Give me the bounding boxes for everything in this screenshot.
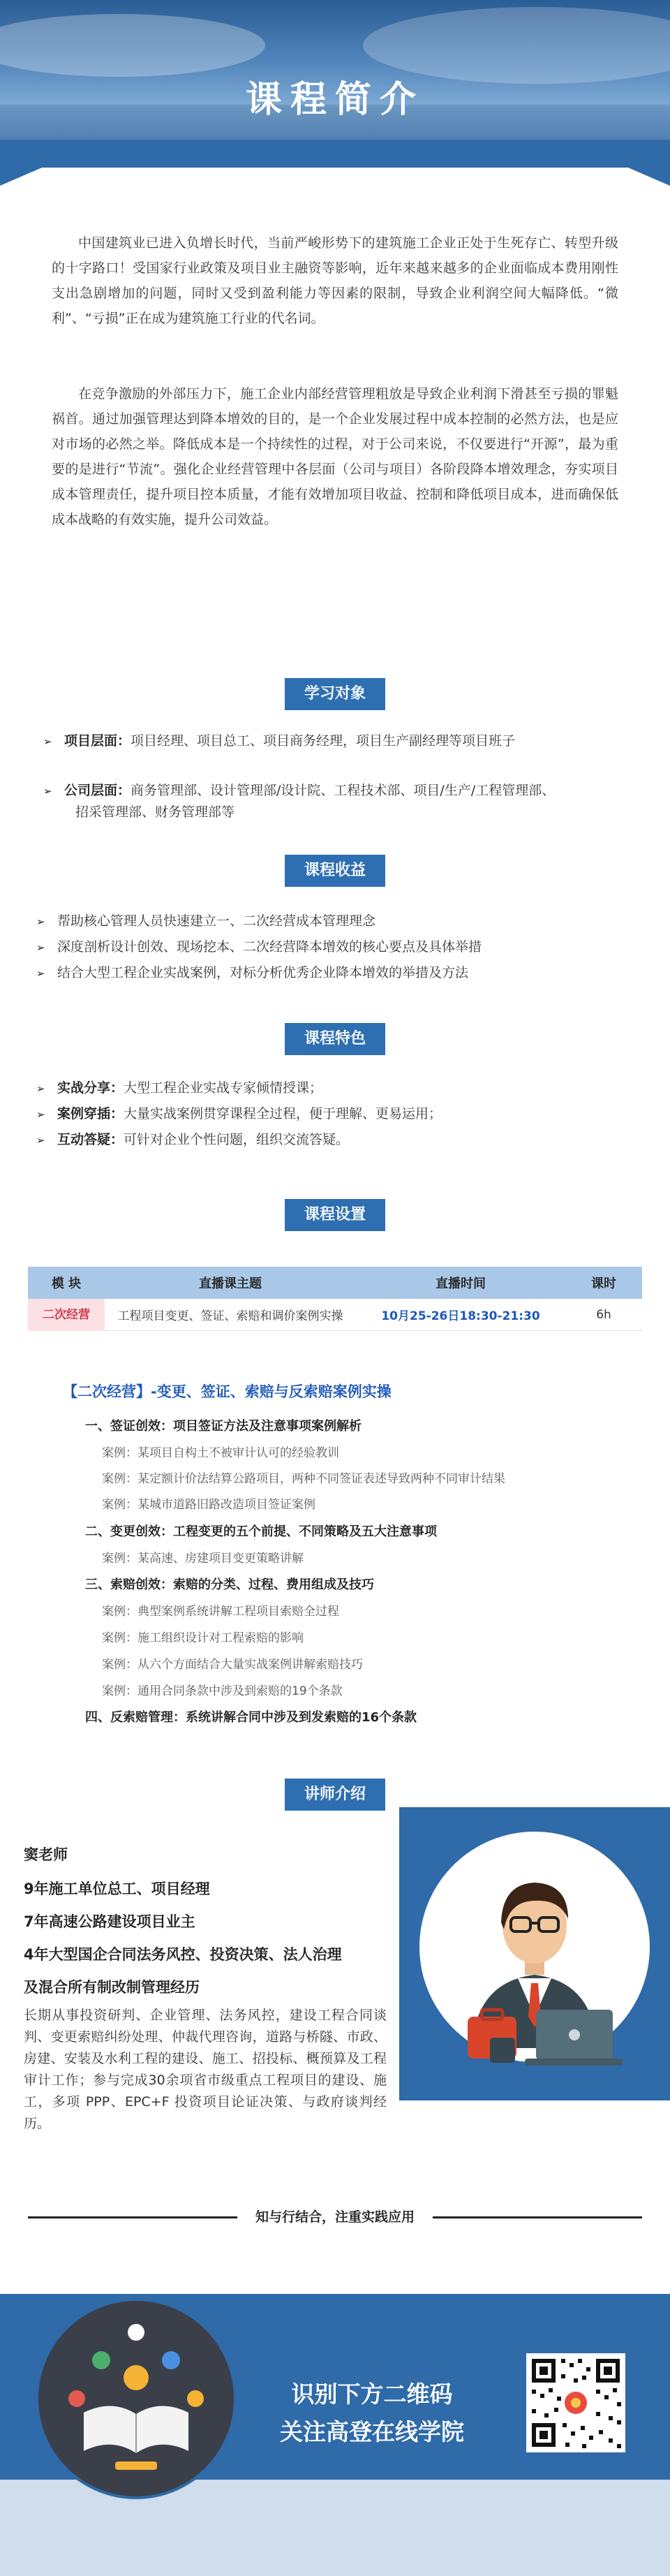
section-title-audience: 学习对象 [285,678,385,710]
outline-line: 案例：通用合同条款中涉及到索赔的19个条款 [102,1684,343,1698]
audience-label: 项目层面： [64,733,131,749]
section-title-features: 课程特色 [285,1023,385,1055]
audience-label: 公司层面： [64,783,131,798]
outline-line: 案例：某定额计价法结算公路项目，两种不同签证表述导致两种不同审计结果 [102,1472,505,1486]
outline-line: 案例：某项目自构土不被审计认可的经验教训 [102,1446,339,1460]
feature-text: 大量实战案例贯穿课程全过程，便于理解、更易运用； [124,1106,442,1121]
feature-text: 大型工程企业实战专家倾情授课； [124,1080,323,1096]
table-header-cell: 模 块 [51,1276,82,1291]
audience-text: 商务管理部、设计管理部/设计院、工程技术部、项目/生产/工程管理部、 [131,783,556,798]
table-cell-hours: 6h [596,1307,611,1322]
benefit-text: 结合大型工程企业实战案例，对标分析优秀企业降本增效的举措及方法 [57,965,469,980]
audience-item [43,730,643,753]
arrow-bullet-icon: ➢ [36,941,45,954]
teacher-name: 窦老师 [24,1846,68,1863]
benefit-item [36,962,636,985]
intro-paragraph-1: 中国建筑业已进入负增长时代，当前严峻形势下的建筑施工企业正处于生死存亡、转型升级的十字路口！受国家行业政策及项目业主融资等影响，近年来越来越多的企业面临成本费用刚性支出急剧增加的问题，同时又受到盈利能力等因素的限制，导致企业利润空间大幅降低。“微利”、“亏损”正在成为建筑施工行业的代名词。 [52,235,618,326]
outline-line: 案例：典型案例系统讲解工程项目索赔全过程 [102,1605,339,1619]
table-cell-time: 10月25-26日18:30-21:30 [381,1309,540,1323]
outline-heading: 【二次经营】-变更、签证、索赔与反索赔案例实操 [63,1383,392,1400]
outline-line: 案例：某高速、房建项目变更策略讲解 [102,1552,304,1566]
audience-text: 项目经理、项目总工、项目商务经理，项目生产副经理等项目班子 [131,733,516,749]
arrow-bullet-icon: ➢ [43,785,52,797]
schedule-table [28,1267,642,1331]
section-title-schedule: 课程设置 [285,1199,385,1231]
table-header-cell: 课时 [591,1276,616,1291]
arrow-bullet-icon: ➢ [36,1108,45,1121]
feature-item [36,1077,636,1100]
hero-banner [0,0,670,168]
teacher-credential: 及混合所有制改制管理经历 [24,1979,200,1996]
outline-line: 案例：从六个方面结合大量实战案例讲解索赔技巧 [102,1658,363,1672]
outline-line: 三、索赔创效：索赔的分类、过程、费用组成及技巧 [85,1577,374,1592]
table-cell-module: 二次经营 [28,1299,105,1331]
cta-line-1: 识别下方二维码 [291,2380,453,2408]
arrow-bullet-icon: ➢ [36,915,45,928]
qr-code[interactable] [526,2353,625,2452]
arrow-bullet-icon: ➢ [36,1082,45,1095]
table-header-cell: 直播课主题 [199,1276,262,1291]
page-title: 课程简介 [245,79,424,121]
feature-label: 实战分享： [57,1080,124,1096]
table-row [28,1299,642,1331]
table-header-row [28,1267,642,1299]
hero-band [0,140,670,168]
teacher-credential: 9年施工单位总工、项目经理 [24,1881,210,1897]
benefit-text: 深度剖析设计创效、现场挖本、二次经营降本增效的核心要点及具体举措 [57,939,482,955]
teacher-bio: 长期从事投资研判、企业管理、法务风控，建设工程合同谈判、变更索赔纠纷处理、仲裁代理咨询，道路与桥隧、市政、房建、安装及水利工程的建设、施工、招投标、概预算及工程审计工作；参与完成30余项省市级重点工程项目的建设、施工，多项 PPP、EPC+F 投资项目论证决策、与政府谈判经历。 [24,2008,387,2131]
feature-text: 可针对企业个性问题，组织交流答疑。 [124,1132,350,1147]
cta-line-2: 关注高登在线学院 [280,2418,464,2445]
qr-code-icon [526,2353,625,2452]
feature-item [36,1129,636,1151]
slogan-text: 知与行结合，注重实践应用 [255,2209,415,2225]
arrow-bullet-icon: ➢ [36,1134,45,1147]
teacher-credential: 4年大型国企合同法务风控、投资决策、法人治理 [24,1946,342,1963]
intro-paragraph-2: 在竞争激励的外部压力下，施工企业内部经营管理粗放是导致企业利润下滑甚至亏损的罪魁祸首。通过加强管理达到降本增效的目的，是一个企业发展过程中成本控制的必然方法，也是应对市场的必然之举。降低成本是一个持续性的过程，对于公司来说，不仅要进行“开源”，最为重要的是进行“节流”。强化企业经营管理中各层面（公司与项目）各阶段降本增效理念，夯实项目成本管理责任，提升项目控本质量，才能有效增加项目收益、控制和降低项目成本，进而确保低成本战略的有效实施，提升公司效益。 [52,386,618,527]
slogan-bar [0,2207,670,2228]
outline-line: 案例：某城市道路旧路改造项目签证案例 [102,1498,315,1512]
audience-item [43,780,643,802]
education-circle-icon [35,2294,237,2559]
table-header-cell: 直播时间 [436,1276,486,1291]
feature-label: 互动答疑： [57,1132,124,1147]
outline-line: 四、反索赔管理：系统讲解合同中涉及到发索赔的16个条款 [85,1710,417,1725]
feature-item [36,1103,636,1126]
benefit-text: 帮助核心管理人员快速建立一、二次经营成本管理理念 [57,913,376,929]
audience-text-cont: 招采管理部、财务管理部等 [75,804,235,820]
teacher-avatar-icon [399,1807,670,2100]
table-cell-topic: 工程项目变更、签证、索赔和调价案例实操 [117,1309,343,1323]
outline-line: 一、签证创效：项目签证方法及注意事项案例解析 [85,1419,362,1434]
benefit-item [36,936,636,959]
teacher-credential: 7年高速公路建设项目业主 [24,1913,195,1930]
teacher-illustration-panel [399,1807,670,2100]
feature-label: 案例穿插： [57,1106,124,1121]
arrow-bullet-icon: ➢ [36,967,45,980]
hero-cloud [0,14,265,77]
section-title-teacher: 讲师介绍 [285,1779,385,1811]
benefit-item [36,911,636,933]
outline-line: 案例：施工组织设计对工程索赔的影响 [102,1631,304,1645]
outline-line: 二、变更创效：工程变更的五个前提、不同策略及五大注意事项 [85,1524,437,1539]
arrow-bullet-icon: ➢ [43,735,52,748]
section-title-benefits: 课程收益 [285,855,385,887]
